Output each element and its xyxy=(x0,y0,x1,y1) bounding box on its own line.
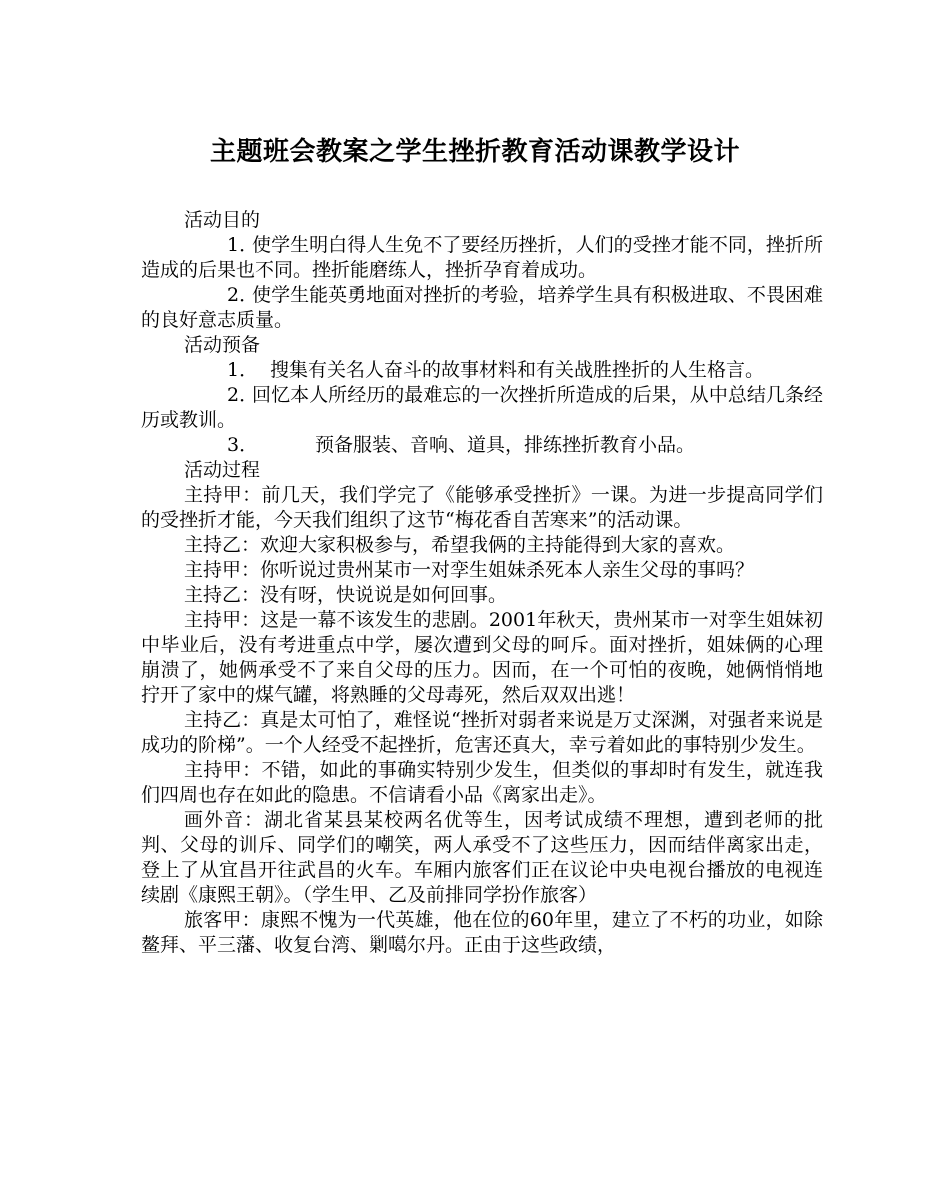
numbered-item xyxy=(141,233,823,283)
dialogue-paragraph: 主持乙：没有呀，快说说是如何回事。 xyxy=(184,584,508,606)
numbered-item xyxy=(141,383,823,433)
item-text: 使学生明白得人生免不了要经历挫折，人们的受挫才能不同，挫折所造成的后果也不同。挫折能磨练人，挫折孕育着成功。 xyxy=(141,234,823,281)
dialogue-paragraph: 主持甲：你听说过贵州某市一对孪生姐妹杀死本人亲生父母的事吗？ xyxy=(184,559,755,581)
heading-text: 活动目的 xyxy=(184,209,261,231)
dialogue-paragraph: 画外音：湖北省某县某校两名优等生，因考试成绩不理想，遭到老师的批判、父母的训斥、同学们的嘲笑，两人承受不了这些压力，因而结伴离家出走，登上了从宜昌开往武昌的火车。车厢内旅客们正在议论中央电视台播放的电视连续剧《康熙王朝》。（学生甲、乙及前排同学扮作旅客） xyxy=(141,809,823,906)
numbered-item xyxy=(141,433,823,458)
item-text: 回忆本人所经历的最难忘的一次挫折所造成的后果，从中总结几条经历或教训。 xyxy=(141,384,823,431)
heading-activity-process xyxy=(141,458,823,483)
item-number: 1． xyxy=(227,359,259,381)
dialogue-paragraph: 旅客甲：康熙不愧为一代英雄，他在位的60年里，建立了不朽的功业，如除鳌拜、平三藩、收复台湾、剿噶尔丹。正由于这些政绩， xyxy=(141,909,823,956)
heading-activity-purpose xyxy=(141,208,823,233)
dialogue-paragraph: 主持乙：真是太可怕了，难怪说“挫折对弱者来说是万丈深渊，对强者来说是成功的阶梯”。一个人经受不起挫折，危害还真大，幸亏着如此的事特别少发生。 xyxy=(141,709,823,756)
numbered-item xyxy=(141,283,823,333)
item-number: 2． xyxy=(227,384,259,406)
item-number: 1． xyxy=(227,234,259,256)
numbered-item xyxy=(141,358,823,383)
dialogue-paragraph: 主持甲：不错，如此的事确实特别少发生，但类似的事却时有发生，就连我们四周也存在如此的隐患。不信请看小品《离家出走》。 xyxy=(141,759,823,806)
item-number: 2． xyxy=(227,284,259,306)
dialogue-paragraph: 主持甲：前几天，我们学完了《能够承受挫折》一课。为进一步提高同学们的受挫折才能，今天我们组织了这节“梅花香自苦寒来”的活动课。 xyxy=(141,484,823,531)
heading-text: 活动过程 xyxy=(184,459,261,481)
heading-activity-preparation xyxy=(141,333,823,358)
dialogue-paragraph: 主持乙：欢迎大家积极参与，希望我俩的主持能得到大家的喜欢。 xyxy=(184,534,736,556)
item-text: 搜集有关名人奋斗的故事材料和有关战胜挫折的人生格言。 xyxy=(270,359,765,381)
item-text: 预备服装、音响、道具，排练挫折教育小品。 xyxy=(315,434,696,456)
item-number: 3． xyxy=(227,434,259,456)
heading-text: 活动预备 xyxy=(184,334,261,356)
dialogue-paragraph: 主持甲：这是一幕不该发生的悲剧。2001年秋天，贵州某市一对孪生姐妹初中毕业后，没有考进重点中学，屡次遭到父母的呵斥。面对挫折，姐妹俩的心理崩溃了，她俩承受不了来自父母的压力。因而，在一个可怕的夜晚，她俩悄悄地拧开了家中的煤气罐，将熟睡的父母毒死，然后双双出逃！ xyxy=(141,609,823,706)
document-body xyxy=(141,208,823,958)
document-title: 主题班会教案之学生挫折教育活动课教学设计 xyxy=(209,137,740,167)
item-text: 使学生能英勇地面对挫折的考验，培养学生具有积极进取、不畏困难的良好意志质量。 xyxy=(141,284,823,331)
